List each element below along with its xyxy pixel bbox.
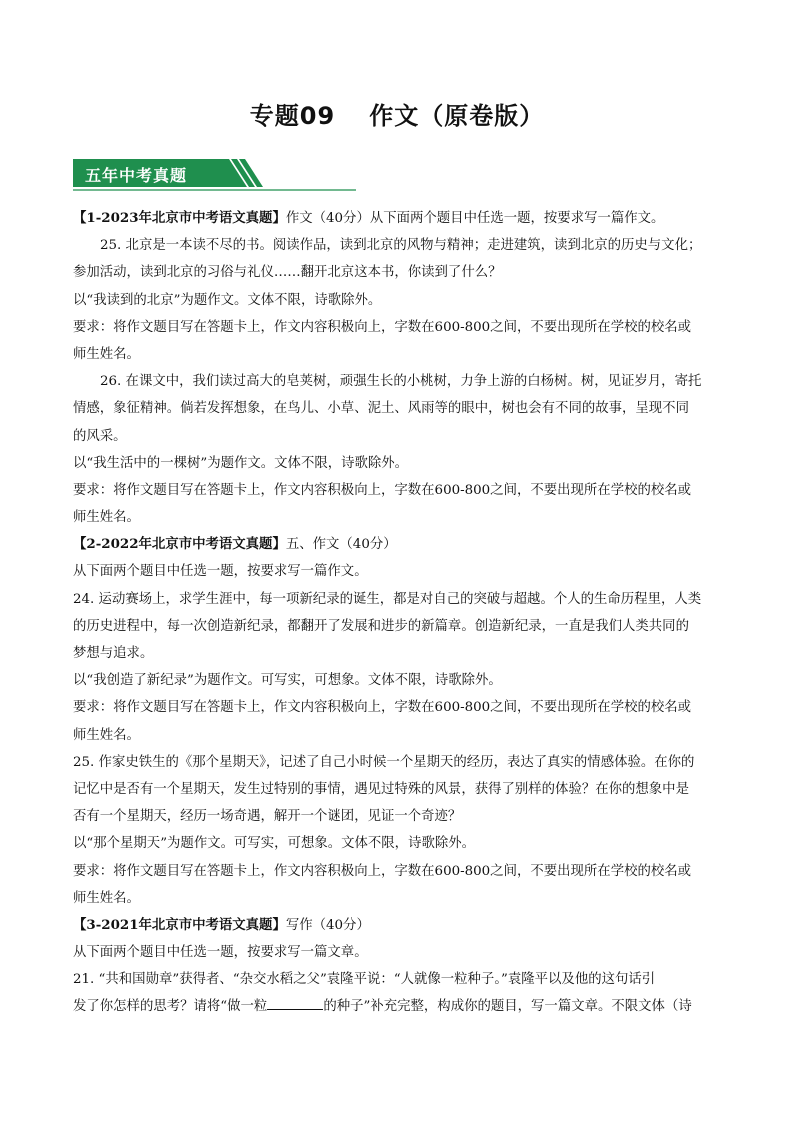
page-title — [0, 96, 794, 131]
text-line: 26. 在课文中，我们读过高大的皂荚树，顽强生长的小桃树，力争上游的白杨树。树，见证岁月，寄托 — [100, 374, 702, 390]
title-main: 专题09 — [249, 102, 336, 130]
text-line: 25. 北京是一本读不尽的书。阅读作品，读到北京的风物与精神；走进建筑，读到北京的历史与文化； — [100, 238, 702, 254]
text-fragment: 发了你怎样的思考？请将“做一粒 — [73, 999, 268, 1015]
text-line: 25. 作家史铁生的《那个星期天》，记述了自己小时候一个星期天的经历，表达了真实的情感体验。在你的 — [73, 754, 695, 770]
title-sub: 作文（原卷版） — [369, 102, 545, 130]
text-line: 情感，象征精神。倘若发挥想象，在鸟儿、小草、泥土、风雨等的眼中，树也会有不同的故事，呈现不同 — [73, 401, 689, 417]
text-line: 以“我创造了新纪录”为题作文。可写实，可想象。文体不限，诗歌除外。 — [73, 673, 502, 689]
text-line: 的风采。 — [73, 428, 127, 444]
text-line: 要求：将作文题目写在答题卡上，作文内容积极向上，字数在600-800之间，不要出现所在学校的校名或 — [73, 700, 692, 716]
text-line: 要求：将作文题目写在答题卡上，作文内容积极向上，字数在600-800之间，不要出现所在学校的校名或 — [73, 863, 692, 879]
text-line: 的历史进程中，每一次创造新纪录，都翻开了发展和进步的新篇章。创造新纪录，一直是我们人类共同的 — [73, 618, 689, 634]
text-line-with-blank — [73, 993, 733, 1020]
section-1-heading: 【1-2023年北京市中考语文真题】 — [73, 210, 286, 226]
section-1-intro: 作文（40分）从下面两个题目中任选一题，按要求写一篇作文。 — [285, 211, 665, 226]
text-line: 参加活动，读到北京的习俗与礼仪……翻开北京这本书，你读到了什么？ — [73, 265, 502, 281]
text-line: 师生姓名。 — [73, 346, 140, 362]
text-line: 否有一个星期天，经历一场奇遇，解开一个谜团，见证一个奇迹？ — [73, 809, 462, 825]
section-2-intro: 五、作文（40分） — [285, 537, 397, 553]
text-line: 梦想与追求。 — [73, 646, 154, 661]
text-line: 从下面两个题目中任选一题，按要求写一篇作文。 — [73, 564, 368, 580]
text-line: 要求：将作文题目写在答题卡上，作文内容积极向上，字数在600-800之间，不要出现所在学校的校名或 — [73, 319, 692, 335]
section-1-heading-line — [73, 205, 733, 232]
banner-label: 五年中考真题 — [85, 166, 188, 185]
text-line: 师生姓名。 — [73, 890, 140, 906]
text-line: 21. “共和国勋章”获得者、“杂交水稻之父”袁隆平说：“人就像一粒种子。”袁隆平以及他的这句话引 — [73, 972, 656, 988]
text-line: 师生姓名。 — [73, 727, 140, 743]
text-fragment: 的种子”补充完整，构成你的题目，写一篇文章。不限文体（诗 — [323, 999, 692, 1015]
fill-in-blank — [267, 997, 323, 1010]
text-line: 以“我生活中的一棵树”为题作文。文体不限，诗歌除外。 — [73, 455, 409, 471]
section-3-heading-line — [73, 912, 733, 939]
text-line: 记忆中是否有一个星期天，发生过特别的事情，遇见过特殊的风景，获得了别样的体验？在你的想象中是 — [73, 781, 689, 797]
text-line: 以“那个星期天”为题作文。可写实，可想象。文体不限，诗歌除外。 — [73, 836, 476, 852]
section-2-heading: 【2-2022年北京市中考语文真题】 — [73, 536, 286, 553]
text-line: 以“我读到的北京”为题作文。文体不限，诗歌除外。 — [73, 292, 382, 308]
text-line: 从下面两个题目中任选一题，按要求写一篇文章。 — [73, 945, 368, 961]
document-body — [73, 205, 733, 1021]
text-line: 24. 运动赛场上，求学生涯中，每一项新纪录的诞生，都是对自己的突破与超越。个人的生命历程里，人类 — [73, 591, 702, 607]
section-3-intro: 写作（40分） — [285, 917, 370, 933]
text-line: 师生姓名。 — [73, 510, 140, 526]
section-2-heading-line — [73, 531, 733, 558]
section-3-heading: 【3-2021年北京市中考语文真题】 — [73, 916, 286, 933]
text-line: 要求：将作文题目写在答题卡上，作文内容积极向上，字数在600-800之间，不要出现所在学校的校名或 — [73, 482, 692, 498]
section-banner — [73, 157, 358, 193]
